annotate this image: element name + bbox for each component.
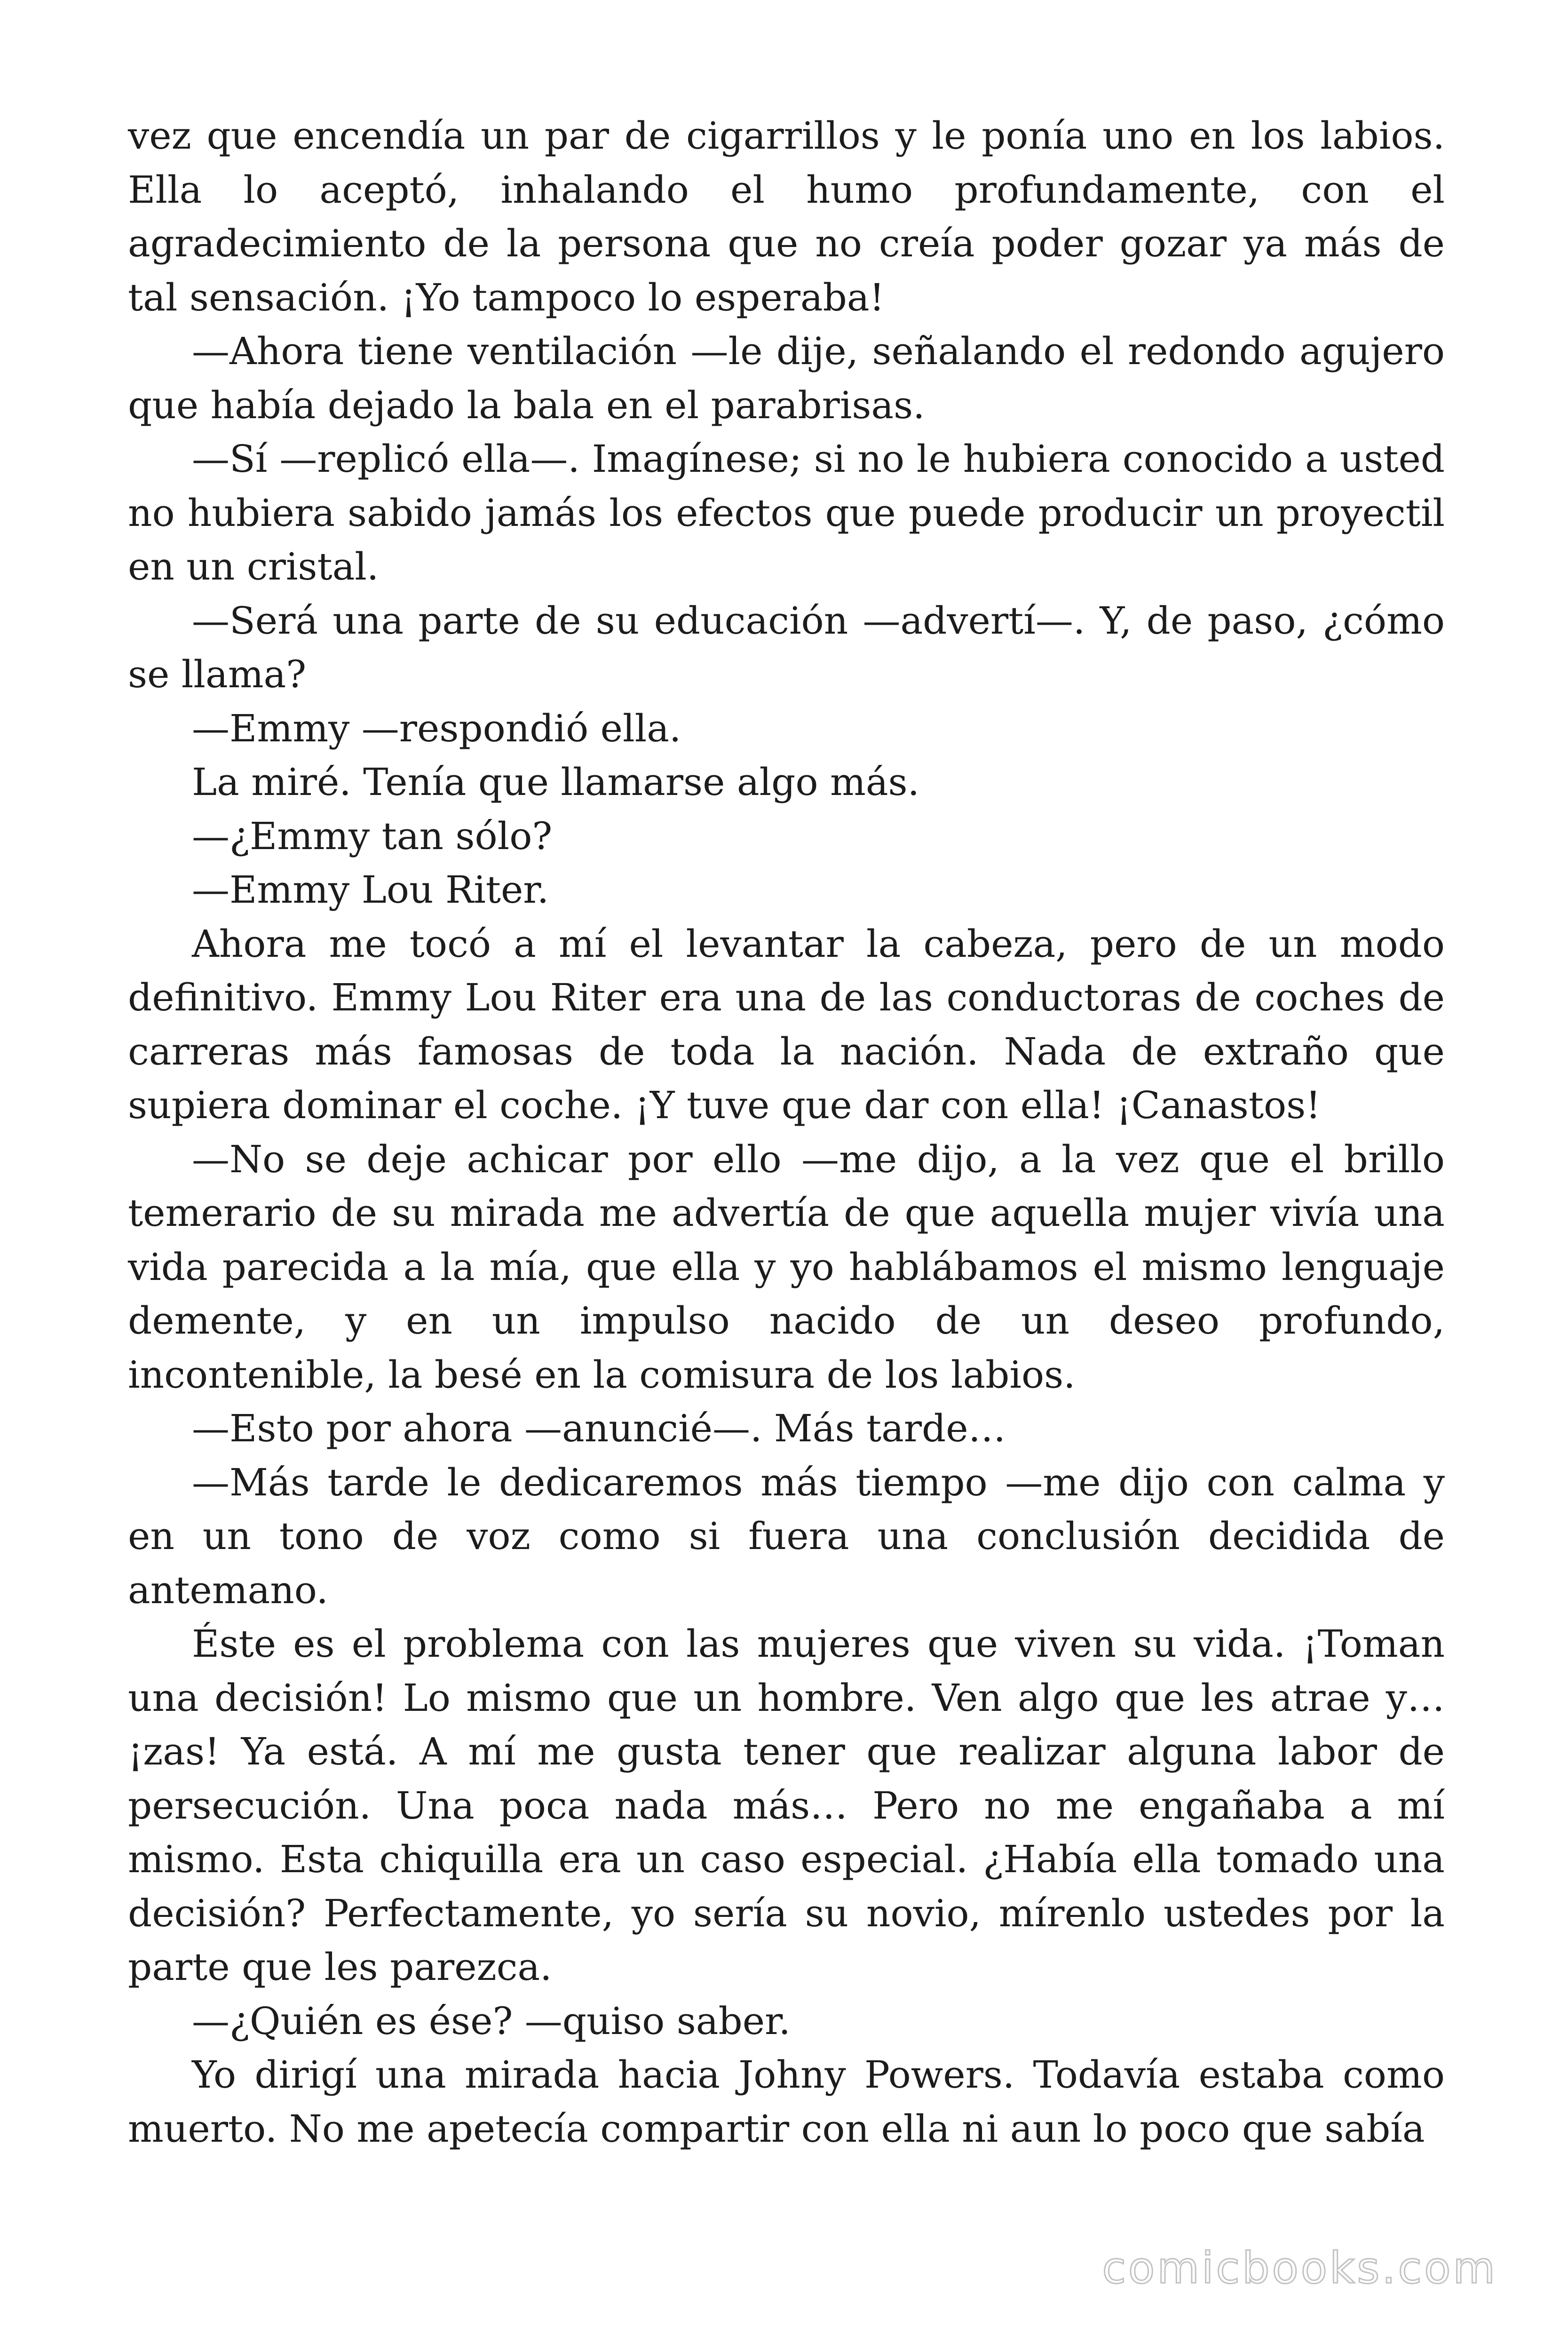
paragraph: —Más tarde le dedicaremos más tiempo —me dijo con calma y en un tono de voz como si fuera una conclusión decidida de antemano. [128,1460,1445,1612]
paragraph: —Emmy Lou Riter. [192,868,549,912]
paragraph: —Será una parte de su educación —advertí—. Y, de paso, ¿cómo se llama? [128,598,1445,696]
paragraph: —Sí —replicó ella—. Imagínese; si no le hubiera conocido a usted no hubiera sabido jamás los efectos que puede producir un proyectil en un cristal. [128,437,1445,588]
paragraph: vez que encendía un par de cigarrillos y le ponía uno en los labios. Ella lo aceptó, inhalando el humo profundamente, con el agradecimiento de la persona que no creía poder gozar ya más de tal sensación. ¡Yo tampoco lo esperaba! [128,114,1445,319]
paragraph: Yo dirigí una mirada hacia Johny Powers. Todavía estaba como muerto. No me apetecía compartir con ella ni aun lo poco que sabía [128,2053,1445,2151]
paragraph: —Ahora tiene ventilación —le dije, señalando el redondo agujero que había dejado la bala en el parabrisas. [128,329,1445,427]
body-text [128,109,1445,2156]
paragraph: —Esto por ahora —anuncié—. Más tarde… [192,1406,1006,1450]
paragraph: Éste es el problema con las mujeres que viven su vida. ¡Toman una decisión! Lo mismo que un hombre. Ven algo que les atrae y… ¡zas! Ya está. A mí me gusta tener que realizar alguna labor de persecución. Una poca nada más… Pero no me engañaba a mí mismo. Esta chiquilla era un caso especial. ¿Había ella tomado una decisión? Perfectamente, yo sería su novio, mírenlo ustedes por la parte que les parezca. [128,1622,1445,1989]
paragraph: —Emmy —respondió ella. [192,706,681,750]
paragraph: Ahora me tocó a mí el levantar la cabeza, pero de un modo definitivo. Emmy Lou Riter era una de las conductoras de coches de carreras más famosas de toda la nación. Nada de extraño que supiera dominar el coche. ¡Y tuve que dar con ella! ¡Canastos! [128,922,1445,1127]
paragraph: —¿Quién es ése? —quiso saber. [192,1999,791,2043]
paragraph: —No se deje achicar por ello —me dijo, a la vez que el brillo temerario de su mirada me advertía de que aquella mujer vivía una vida parecida a la mía, que ella y yo hablábamos el mismo lenguaje demente, y en un impulso nacido de un deseo profundo, incontenible, la besé en la comisura de los labios. [128,1137,1445,1397]
paragraph: —¿Emmy tan sólo? [192,814,553,858]
paragraph: La miré. Tenía que llamarse algo más. [192,760,919,804]
watermark: comicbooks.com [1102,2243,1497,2293]
